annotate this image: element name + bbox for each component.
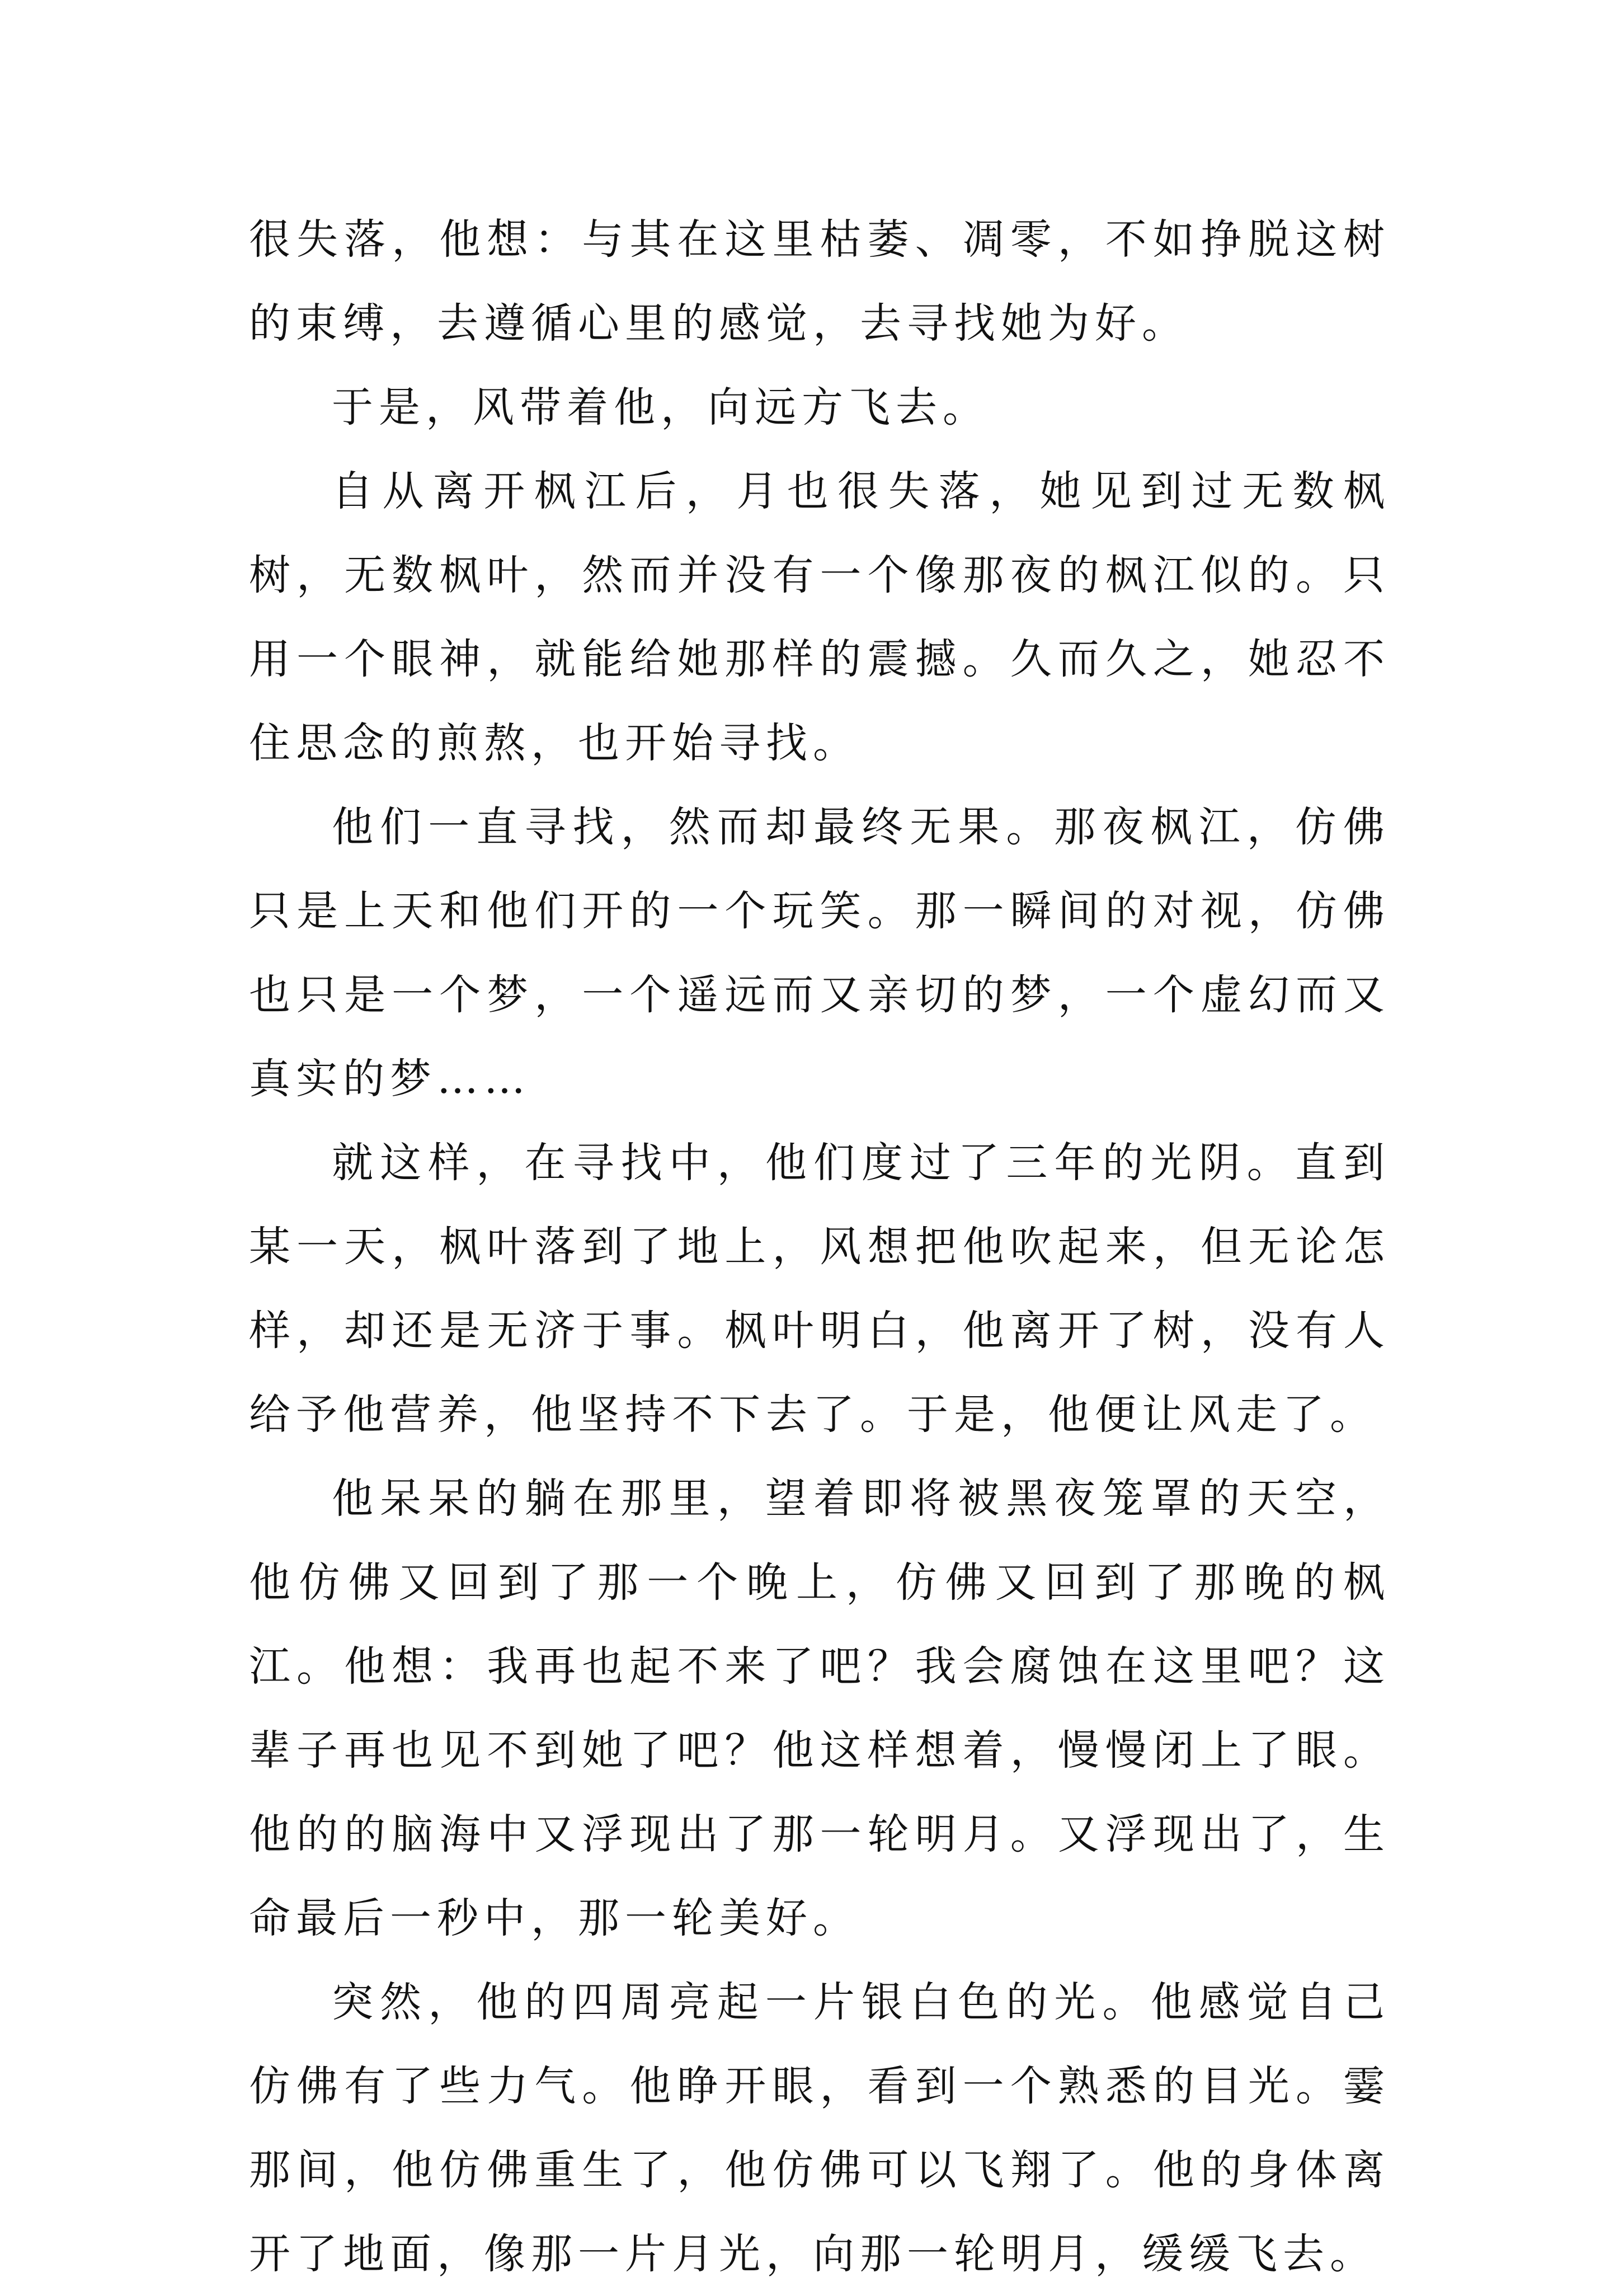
paragraph-5: 就这样，在寻找中，他们度过了三年的光阴。直到某一天，枫叶落到了地上，风想把他吹起来，但无论怎样，却还是无济于事。枫叶明白，他离开了树，没有人给予他营养，他坚持不下去了。于是，他便让风走了。 — [249, 1139, 1390, 1439]
paragraph-2: 于是，风带着他，向远方飞去。 — [332, 383, 990, 431]
document-body — [249, 198, 1390, 2296]
paragraph-4: 他们一直寻找，然而却最终无果。那夜枫江，仿佛只是上天和他们开的一个玩笑。那一瞬间的对视，仿佛也只是一个梦，一个遥远而又亲切的梦，一个虚幻而又真实的梦…… — [249, 803, 1390, 1103]
paragraph-3: 自从离开枫江后，月也很失落，她见到过无数枫树，无数枫叶，然而并没有一个像那夜的枫江似的。只用一个眼神，就能给她那样的震撼。久而久之，她忍不住思念的煎熬，也开始寻找。 — [249, 467, 1390, 767]
paragraph-7: 突然，他的四周亮起一片银白色的光。他感觉自己仿佛有了些力气。他睁开眼，看到一个熟悉的目光。霎那间，他仿佛重生了，他仿佛可以飞翔了。他的身体离开了地面，像那一片月光，向那一轮明月，缓缓飞去。 — [249, 1978, 1390, 2278]
paragraph-1: 很失落，他想：与其在这里枯萎、凋零，不如挣脱这树的束缚，去遵循心里的感觉，去寻找她为好。 — [249, 215, 1390, 348]
paragraph-6: 他呆呆的躺在那里，望着即将被黑夜笼罩的天空，他仿佛又回到了那一个晚上，仿佛又回到了那晚的枫江。他想：我再也起不来了吧？我会腐蚀在这里吧？这辈子再也见不到她了吧？他这样想着，慢慢闭上了眼。他的的脑海中又浮现出了那一轮明月。又浮现出了，生命最后一秒中，那一轮美好。 — [249, 1475, 1390, 1942]
